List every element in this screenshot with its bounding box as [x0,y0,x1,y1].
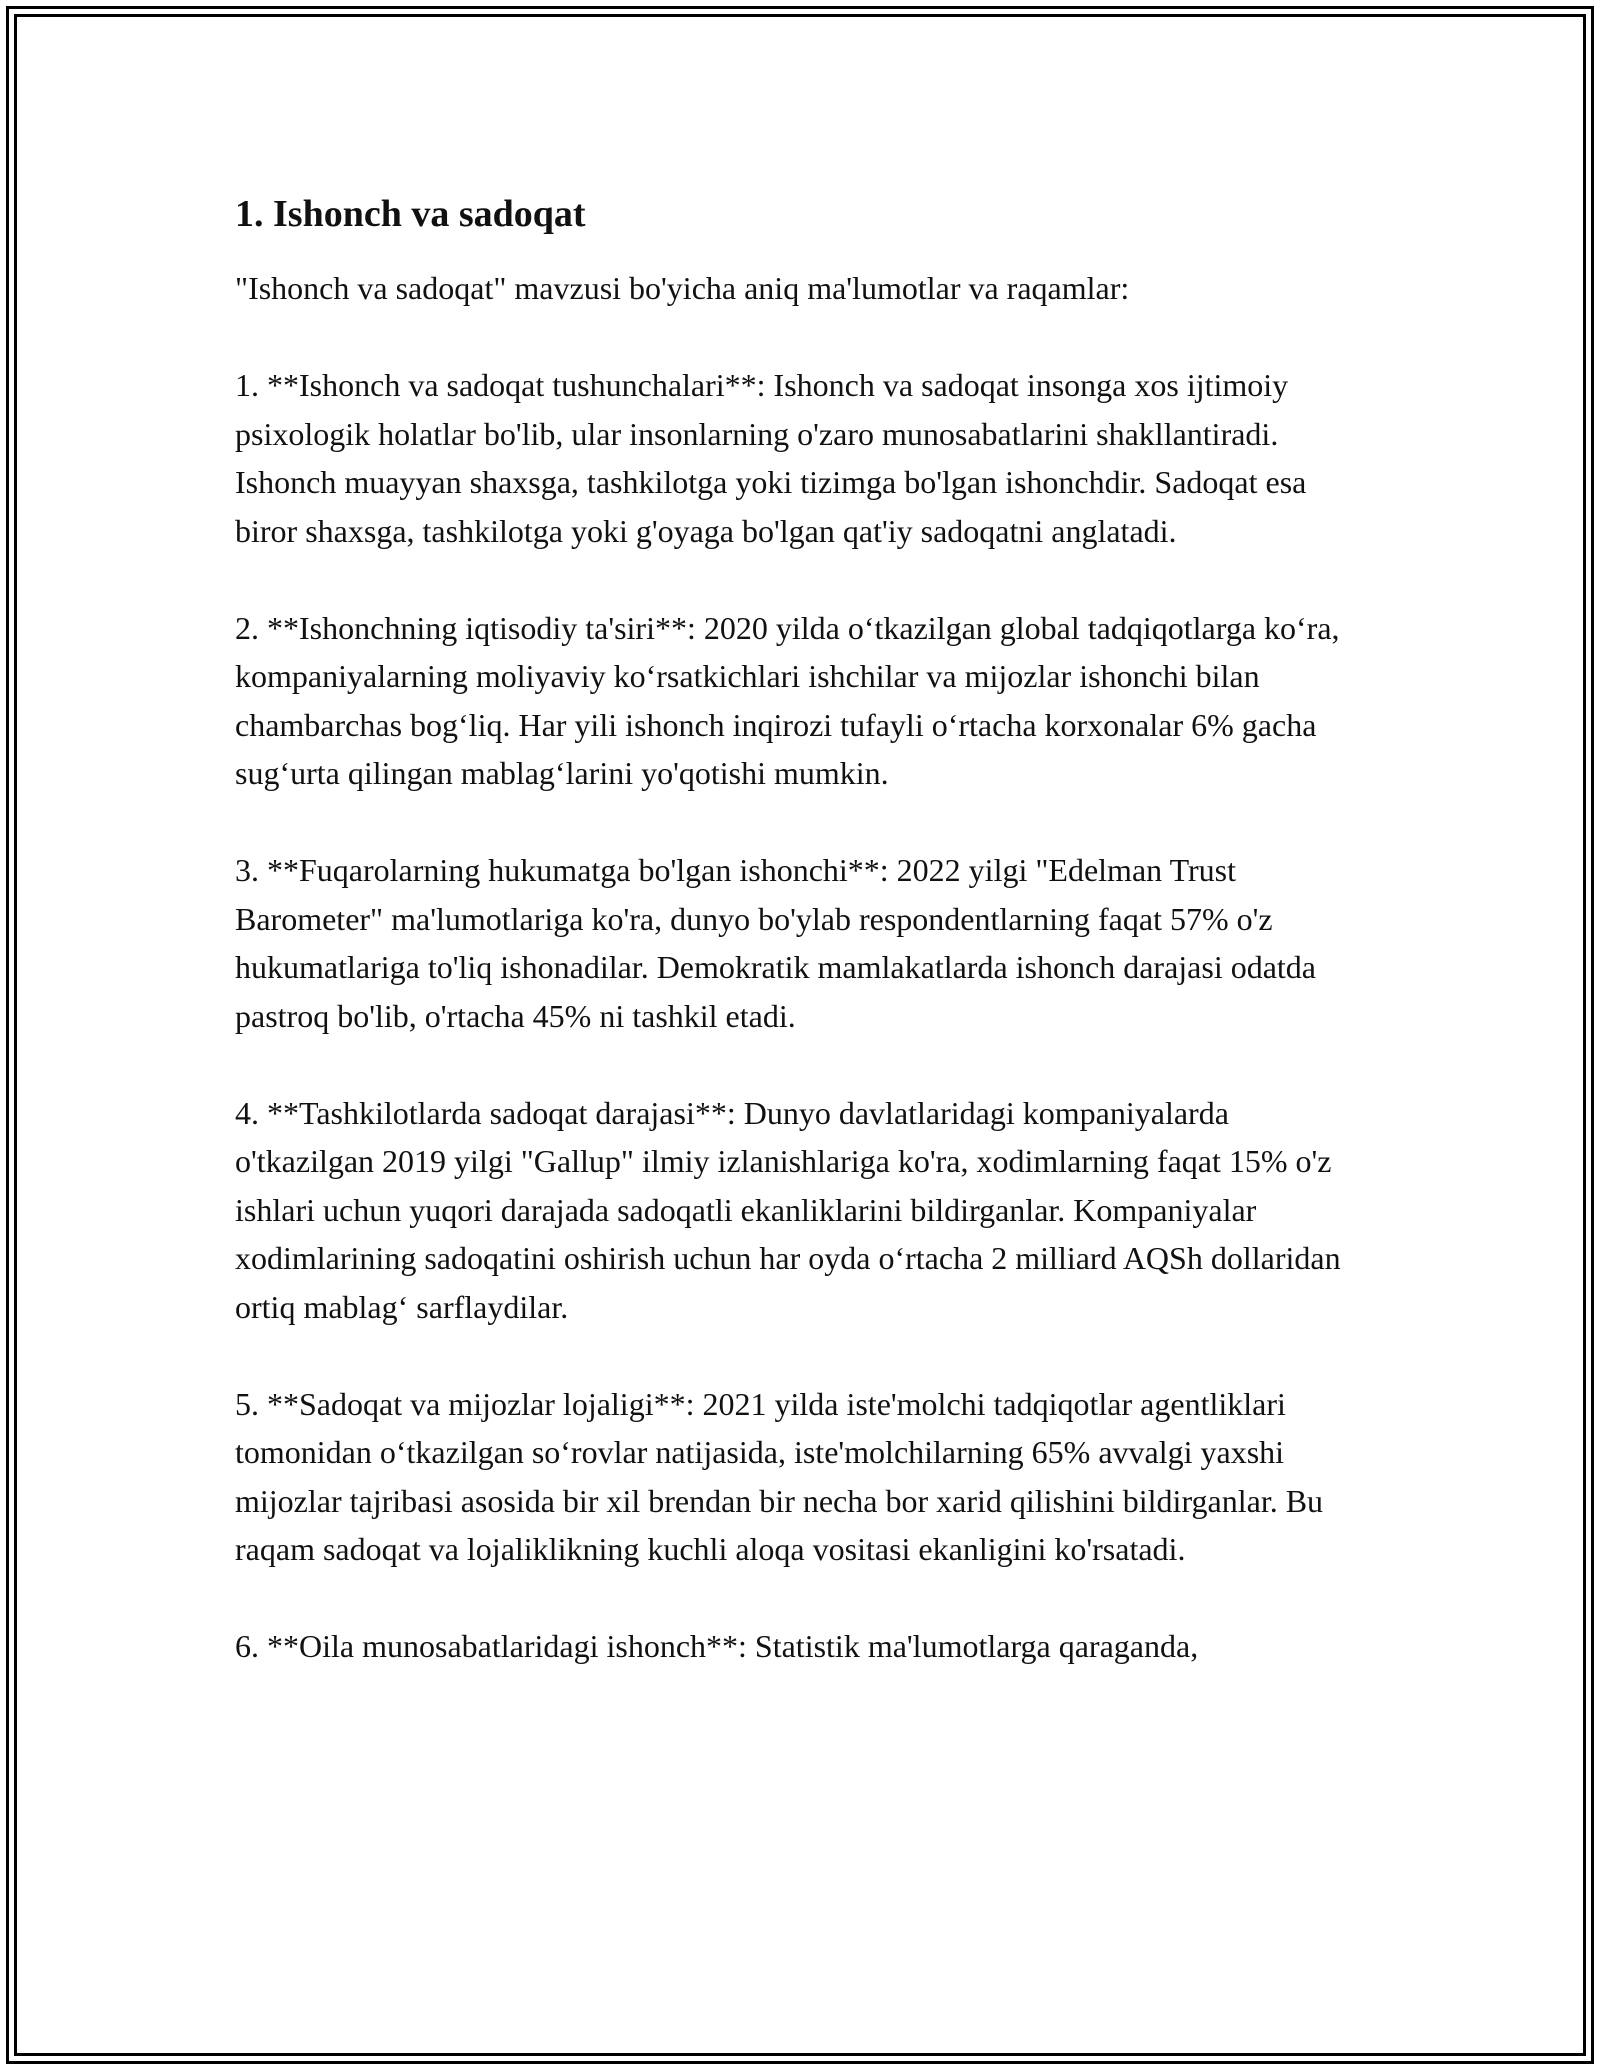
paragraph-5: 5. **Sadoqat va mijozlar lojaligi**: 2021 yilda iste'molchi tadqiqotlar agentliklari tomonidan o‘tkazilgan so‘rovlar natijasida, iste'molchilarning 65% avvalgi yaxshi mijozlar tajribasi asosida bir xil brendan bir necha bor xarid qilishini bildirganlar. Bu raqam sadoqat va lojaliklikning kuchli aloqa vositasi ekanligini ko'rsatadi. [235,1385,1324,1567]
paragraph-6: 6. **Oila munosabatlaridagi ishonch**: Statistik ma'lumotlarga qaraganda, [235,1628,1199,1664]
paragraph-2: 2. **Ishonchning iqtisodiy ta'siri**: 2020 yilda o‘tkazilgan global tadqiqotlarga ko‘ra, kompaniyalarning moliyaviy ko‘rsatkichlari ishchilar va mijozlar ishonchi bilan chambarchas bog‘liq. Har yili ishonch inqirozi tufayli o‘rtacha korxonalar 6% gacha sug‘urta qilingan mablag‘larini yo'qotishi mumkin. [235,609,1340,791]
section-heading: 1. Ishonch va sadoqat [235,193,586,235]
document-body [235,188,1375,1719]
paragraph-1: 1. **Ishonch va sadoqat tushunchalari**: Ishonch va sadoqat insonga xos ijtimoiy psixologik holatlar bo'lib, ular insonlarning o'zaro munosabatlarini shakllantiradi. Ishonch muayyan shaxsga, tashkilotga yoki tizimga bo'lgan ishonchdir. Sadoqat esa biror shaxsga, tashkilotga yoki g'oyaga bo'lgan qat'iy sadoqatni anglatadi. [235,367,1307,549]
paragraph-4: 4. **Tashkilotlarda sadoqat darajasi**: Dunyo davlatlaridagi kompaniyalarda o'tkazilgan 2019 yilgi "Gallup" ilmiy izlanishlariga ko'ra, xodimlarning faqat 15% o'z ishlari uchun yuqori darajada sadoqatli ekanliklarini bildirganlar. Kompaniyalar xodimlarining sadoqatini oshirish uchun har oyda o‘rtacha 2 milliard AQSh dollaridan ortiq mablag‘ sarflaydilar. [235,1094,1341,1325]
intro-paragraph: "Ishonch va sadoqat" mavzusi bo'yicha aniq ma'lumotlar va raqamlar: [235,270,1130,306]
paragraph-3: 3. **Fuqarolarning hukumatga bo'lgan ishonchi**: 2022 yilgi "Edelman Trust Barometer" ma'lumotlariga ko'ra, dunyo bo'ylab respondentlarning faqat 57% o'z hukumatlariga to'liq ishonadilar. Demokratik mamlakatlarda ishonch darajasi odatda pastroq bo'lib, o'rtacha 45% ni tashkil etadi. [235,852,1316,1034]
